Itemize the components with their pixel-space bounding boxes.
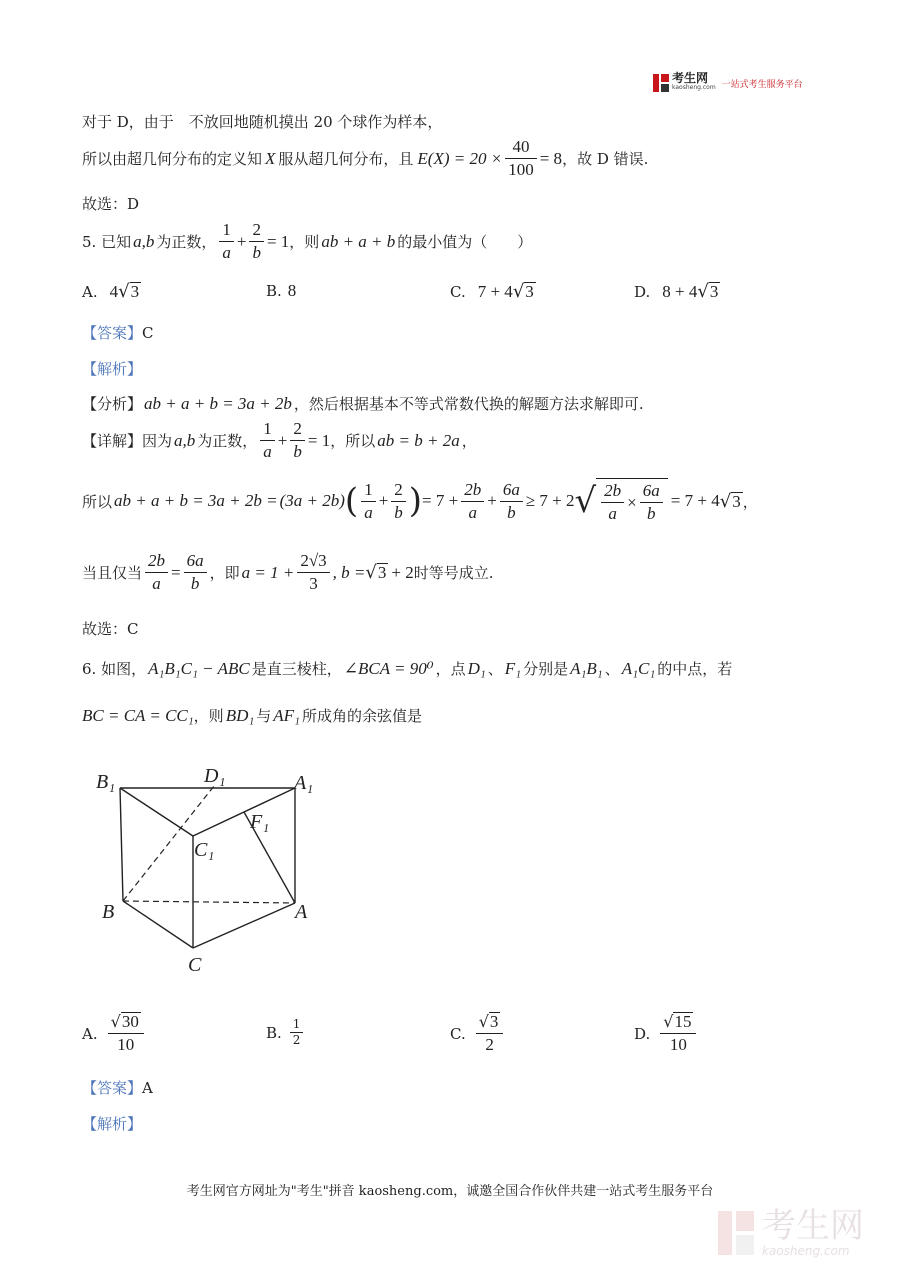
q4-answer: 故选：D bbox=[82, 195, 140, 213]
header-logo bbox=[653, 73, 803, 93]
watermark-logo-icon bbox=[718, 1211, 754, 1255]
label-A: A bbox=[295, 901, 308, 923]
q5-option-a[interactable]: A. 4 √ 3 bbox=[82, 281, 140, 302]
header-slogan: 一站式考生服务平台 bbox=[721, 79, 803, 90]
footer-text: 考生网官方网址为"考生"拼音 kaosheng.com，诚邀全国合作伙伴共建一站式考生服务平台 bbox=[186, 1184, 714, 1199]
watermark bbox=[718, 1208, 864, 1258]
watermark-domain: kaosheng.com bbox=[762, 1244, 850, 1258]
label-C: C bbox=[188, 954, 202, 976]
q5-xiangjie-3: 当且仅当 $\frac{2b}{a}$ = $\frac{6a}{b}$ ，即 a = 1 + $\frac{2√3}{3}$ , b = √ 3 + 2 时等号成立. bbox=[82, 551, 494, 593]
label-A1: A₁ bbox=[294, 772, 314, 794]
watermark-text: 考生网 bbox=[762, 1206, 864, 1246]
q5-option-c[interactable]: C. 7 + 4 √ 3 bbox=[450, 281, 534, 302]
q5-answer: 【答案】C bbox=[82, 324, 154, 342]
label-C1: C₁ bbox=[194, 839, 215, 861]
q5-xiangjie-2: 所以 ab + a + b = 3a + 2b = (3a + 2b) ( $\frac{1}{a}$ + $\frac{2}{b}$ ) = 7 + $\frac{2b}{a}$ + $\frac{6a}{b}$ ≥ 7 + 2 √ $\frac{2b}{a}$ × $\frac{6a}{b}$ = 7 + 4 √ 3 ， bbox=[82, 479, 758, 523]
q6-option-c[interactable]: C. $\frac{√3}{2}$ bbox=[450, 1012, 506, 1055]
q5-stem: 5. 已知 a,b 为正数， $\frac{1}{a}$ + $\frac{2}{b}$ = 1 ，则 ab + a + b 的最小值为（ ） bbox=[82, 220, 533, 262]
label-F1: F₁ bbox=[250, 811, 270, 833]
q4-line1: 对于 D，由于 不放回地随机摸出 20 个球作为样本， bbox=[82, 113, 443, 131]
q6-option-b[interactable]: B. $\frac{1}{2}$ bbox=[266, 1018, 306, 1047]
prism-figure bbox=[90, 758, 350, 988]
q5-analysis-tag: 【解析】 bbox=[82, 360, 143, 378]
logo-domain: kaosheng.com bbox=[672, 84, 716, 91]
q4-line2: 所以由超几何分布的定义知 X 服从超几何分布，且 E(X) = 20 × $\frac{40}{100}$ = 8 ，故 D 错误. bbox=[82, 137, 649, 179]
q6-option-a[interactable]: A. $\frac{√30}{10}$ bbox=[82, 1012, 147, 1055]
q6-analysis-tag: 【解析】 bbox=[82, 1115, 143, 1133]
label-D1: D₁ bbox=[204, 765, 226, 787]
label-B1: B₁ bbox=[96, 771, 116, 793]
q5-option-d[interactable]: D. 8 + 4 √ 3 bbox=[634, 281, 719, 302]
q6-option-d[interactable]: D. $\frac{√15}{10}$ bbox=[634, 1012, 699, 1055]
q5-xiangjie-1: 【详解】 因为 a,b 为正数， $\frac{1}{a}$ + $\frac{2}{b}$ = 1 ，所以 ab = b + 2a ， bbox=[82, 419, 477, 461]
q5-final: 故选：C bbox=[82, 620, 139, 638]
q5-fenxi: 【分析】 ab + a + b = 3a + 2b ，然后根据基本不等式常数代换的解题方法求解即可. bbox=[82, 393, 644, 413]
q6-answer: 【答案】A bbox=[82, 1079, 153, 1097]
logo-icon bbox=[653, 74, 669, 92]
q6-stem-2: BC = CA = CC₁ ，则 BD₁ 与 AF₁ 所成角的余弦值是 bbox=[82, 705, 422, 725]
label-B: B bbox=[102, 901, 115, 923]
q6-stem-1: 6. 如图， A₁B₁C₁ − ABC 是直三棱柱， ∠BCA = 90⁰ ，点 D₁ 、 F₁ 分别是 A₁B₁ 、 A₁C₁ 的中点，若 bbox=[82, 658, 733, 678]
fraction-40-100: $\frac{40}{100}$ bbox=[505, 137, 537, 180]
logo-text: 考生网 bbox=[672, 71, 709, 85]
q5-option-b[interactable]: B. 8 bbox=[266, 281, 297, 300]
